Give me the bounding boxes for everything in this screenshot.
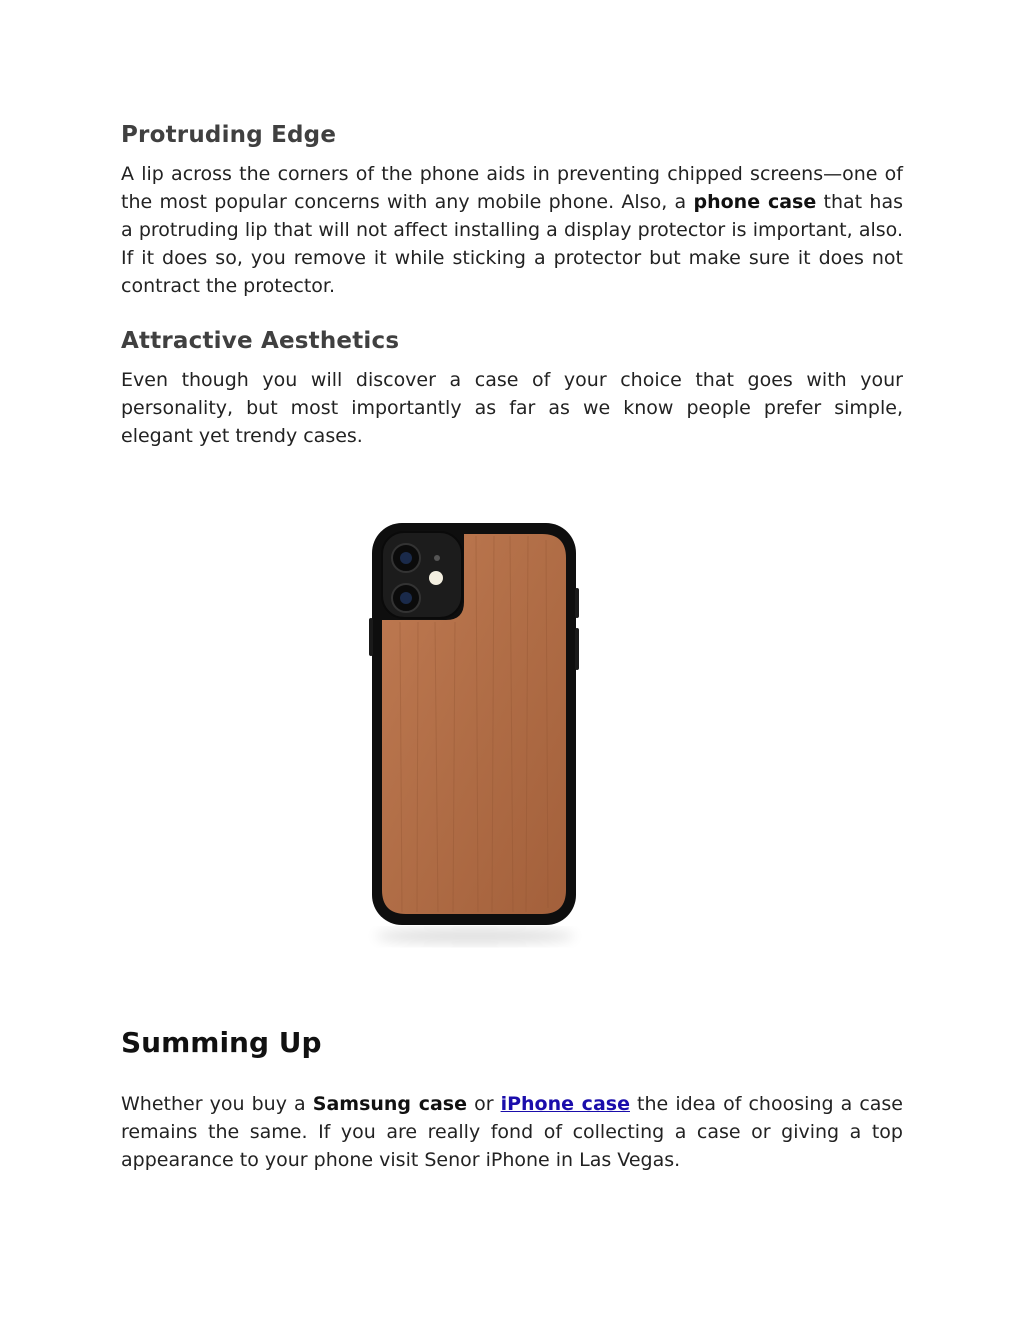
side-button [575, 588, 579, 618]
microphone-icon [434, 555, 440, 561]
text-segment: Whether you buy a [121, 1093, 313, 1115]
text-segment: A lip across the corners of the phone aids in preventing chipped screens—one of the most popular concerns with any mobile phone. Also, a [121, 163, 903, 213]
phone-case-svg [360, 518, 590, 948]
side-button [575, 628, 579, 670]
case-shadow [375, 928, 575, 944]
paragraph-attractive-aesthetics: Even though you will discover a case of your choice that goes with your personality, but most importantly as far as we know people prefer simple, elegant yet trendy cases. [121, 369, 903, 447]
paragraph-summing-up [121, 1090, 903, 1174]
bold-phone-case: phone case [693, 191, 817, 213]
paragraph-protruding-edge [121, 160, 903, 300]
text-segment: or [466, 1093, 501, 1115]
flash-icon [429, 571, 443, 585]
iphone-case-link[interactable]: iPhone case [500, 1093, 630, 1115]
wooden-phone-case-image [360, 518, 590, 948]
camera-lens-icon [400, 592, 412, 604]
text-segment: the idea of choosing a case remains the same. If you are really fond of collecting a case or giving a top appearance to your phone visit Senor iPhone in Las Vegas. [121, 1093, 903, 1171]
heading-attractive-aesthetics: Attractive Aesthetics [121, 328, 400, 354]
side-button [369, 618, 373, 656]
heading-protruding-edge: Protruding Edge [121, 122, 337, 148]
heading-summing-up: Summing Up [121, 1026, 322, 1059]
text-segment: that has a protruding lip that will not affect installing a display protector is important, also. If it does so, you remove it while sticking a protector but make sure it does not contract the protector. [121, 191, 903, 297]
camera-lens-icon [400, 552, 412, 564]
bold-samsung-case: Samsung case [312, 1093, 467, 1115]
